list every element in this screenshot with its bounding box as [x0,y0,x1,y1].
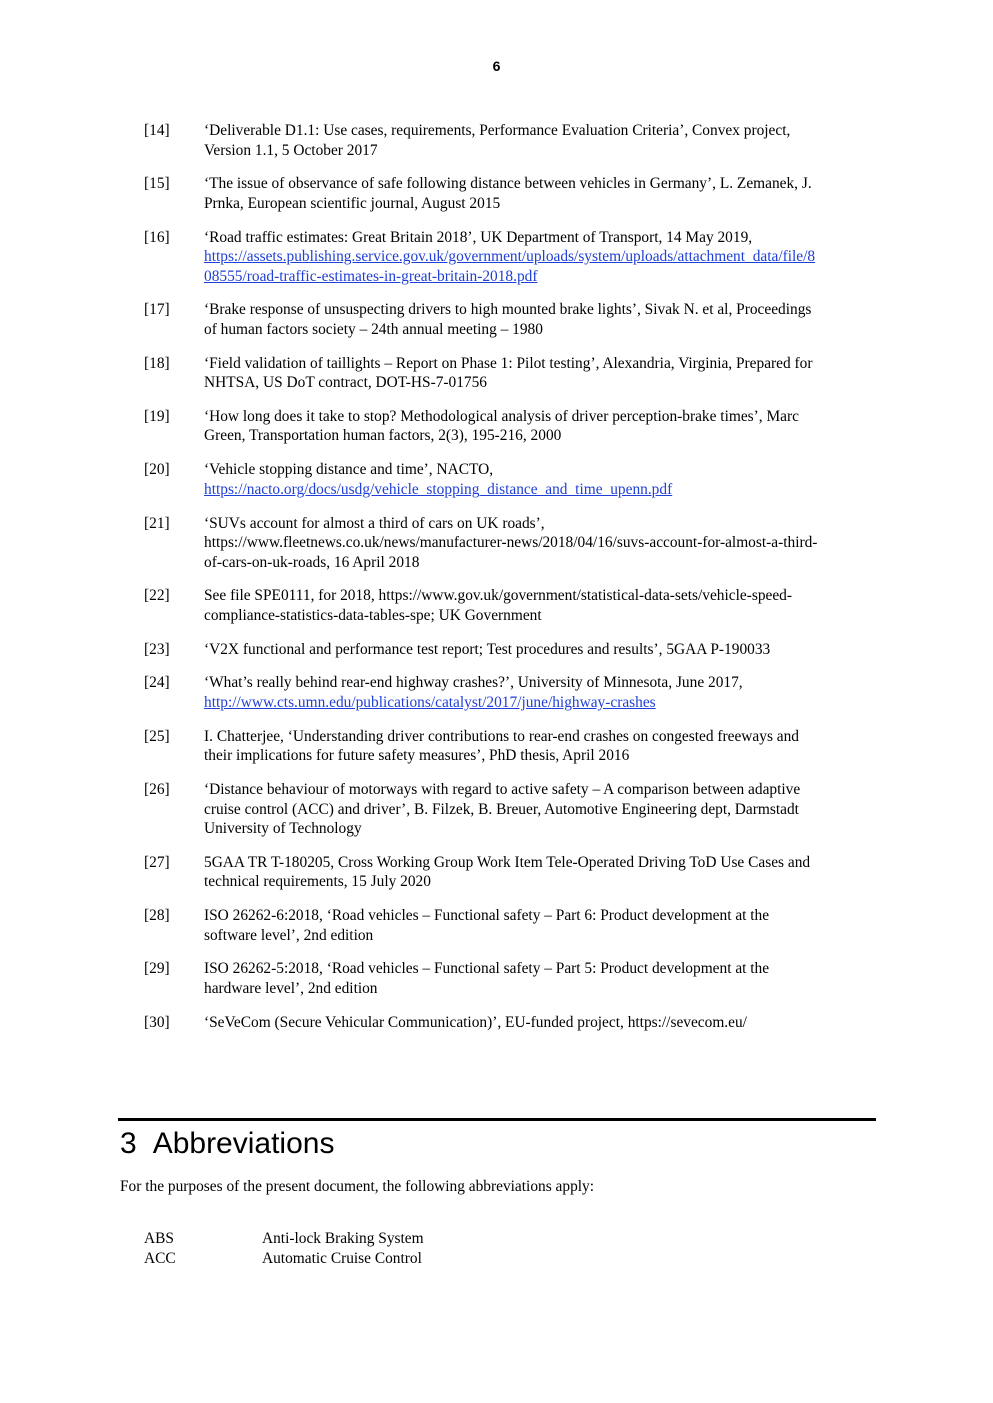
abbreviation-definition: Anti-lock Braking System [262,1230,424,1247]
reference-line: ‘SUVs account for almost a third of cars on UK roads’, [204,514,545,532]
reference-text [204,1013,884,1033]
reference-entry [144,514,884,573]
reference-link[interactable]: 08555/road-traffic-estimates-in-great-britain-2018.pdf [204,267,538,285]
reference-line: 5GAA TR T-180205, Cross Working Group Work Item Tele-Operated Driving ToD Use Cases and [204,853,811,871]
reference-line: ISO 26262-6:2018, ‘Road vehicles – Functional safety – Part 6: Product development at the [204,907,770,925]
abbreviation-term: ACC [144,1250,176,1267]
reference-number: [27] [144,853,170,871]
reference-entry [144,780,884,839]
reference-text [204,780,884,839]
reference-text [204,727,884,766]
reference-text [204,906,884,945]
reference-line: technical requirements, 15 July 2020 [204,873,431,891]
section-heading [120,1126,334,1162]
reference-line: ‘Road traffic estimates: Great Britain 2018’, UK Department of Transport, 14 May 2019, [204,228,753,246]
section-intro: For the purposes of the present document, the following abbreviations apply: [120,1178,595,1195]
reference-text [204,354,884,393]
reference-number: [19] [144,407,170,425]
reference-line: ‘What’s really behind rear-end highway crashes?’, University of Minnesota, June 2017, [204,674,743,692]
reference-text [204,121,884,160]
reference-number: [16] [144,228,170,246]
reference-text [204,853,884,892]
reference-text [204,959,884,998]
reference-line: cruise control (ACC) and driver’, B. Filzek, B. Breuer, Automotive Engineering dept, Darmstadt [204,800,799,818]
section-title: Abbreviations [152,1127,335,1160]
abbreviation-row [144,1249,424,1269]
section-number: 3 [120,1127,137,1160]
reference-line: See file SPE0111, for 2018, https://www.gov.uk/government/statistical-data-sets/vehicle-speed- [204,587,792,605]
reference-link[interactable]: http://www.cts.umn.edu/publications/catalyst/2017/june/highway-crashes [204,693,656,711]
reference-entry [144,906,884,945]
reference-entry [144,673,884,712]
reference-text [204,514,884,573]
reference-entry [144,640,884,660]
reference-line: Green, Transportation human factors, 2(3), 195-216, 2000 [204,427,562,445]
reference-text [204,460,884,499]
abbreviation-list [144,1229,424,1269]
reference-line: software level’, 2nd edition [204,926,374,944]
abbreviation-definition: Automatic Cruise Control [262,1250,422,1267]
reference-line: hardware level’, 2nd edition [204,979,378,997]
reference-number: [22] [144,587,170,605]
reference-line: of human factors society – 24th annual meeting – 1980 [204,320,543,338]
reference-number: [17] [144,301,170,319]
reference-list [144,121,884,1047]
reference-line: I. Chatterjee, ‘Understanding driver contributions to rear-end crashes on congested freeways and [204,727,800,745]
reference-number: [30] [144,1013,170,1031]
reference-entry [144,586,884,625]
reference-line: their implications for future safety measures’, PhD thesis, April 2016 [204,747,630,765]
reference-text [204,586,884,625]
reference-number: [25] [144,727,170,745]
reference-line: ‘V2X functional and performance test report; Test procedures and results’, 5GAA P-190033 [204,640,771,658]
reference-number: [18] [144,354,170,372]
reference-entry [144,1013,884,1033]
reference-line: ‘The issue of observance of safe following distance between vehicles in Germany’, L. Zemanek, J. [204,175,812,193]
reference-line: ‘SeVeCom (Secure Vehicular Communication)’, EU-funded project, https://sevecom.eu/ [204,1013,747,1031]
page-number: 6 [492,58,501,74]
reference-number: [26] [144,781,170,799]
reference-entry [144,228,884,287]
reference-line: ‘Distance behaviour of motorways with regard to active safety – A comparison between adaptive [204,781,801,799]
reference-number: [20] [144,461,170,479]
reference-line: https://www.fleetnews.co.uk/news/manufacturer-news/2018/04/16/suvs-account-for-almost-a-third- [204,534,818,552]
reference-entry [144,300,884,339]
reference-entry [144,121,884,160]
reference-line: NHTSA, US DoT contract, DOT-HS-7-01756 [204,374,487,392]
reference-number: [15] [144,175,170,193]
reference-entry [144,853,884,892]
reference-number: [14] [144,122,170,139]
reference-line: ‘Deliverable D1.1: Use cases, requirements, Performance Evaluation Criteria’, Convex project, [204,122,791,139]
reference-line: compliance-statistics-data-tables-spe; UK Government [204,606,542,624]
reference-entry [144,727,884,766]
reference-number: [28] [144,907,170,925]
reference-entry [144,460,884,499]
reference-number: [24] [144,674,170,692]
reference-line: ISO 26262-5:2018, ‘Road vehicles – Functional safety – Part 5: Product development at the [204,960,770,978]
reference-number: [21] [144,514,170,532]
abbreviation-row [144,1229,424,1249]
section-divider [118,1118,876,1121]
reference-line: Version 1.1, 5 October 2017 [204,141,378,159]
reference-line: ‘Vehicle stopping distance and time’, NACTO, [204,461,494,479]
reference-text [204,640,884,660]
reference-entry [144,354,884,393]
reference-line: of-cars-on-uk-roads, 16 April 2018 [204,553,420,571]
reference-link[interactable]: https://assets.publishing.service.gov.uk/government/uploads/system/uploads/attachment_data/file/8 [204,248,816,266]
reference-link[interactable]: https://nacto.org/docs/usdg/vehicle_stopping_distance_and_time_upenn.pdf [204,480,673,498]
reference-line: ‘Brake response of unsuspecting drivers to high mounted brake lights’, Sivak N. et al, Proceedings [204,301,812,319]
reference-number: [23] [144,640,170,658]
reference-entry [144,959,884,998]
reference-text [204,673,884,712]
reference-line: Prnka, European scientific journal, August 2015 [204,194,501,212]
reference-text [204,300,884,339]
reference-entry [144,407,884,446]
reference-entry [144,174,884,213]
reference-text [204,407,884,446]
reference-line: ‘How long does it take to stop? Methodological analysis of driver perception-brake times’, Marc [204,407,799,425]
abbreviation-term: ABS [144,1230,174,1247]
reference-number: [29] [144,960,170,978]
reference-text [204,174,884,213]
reference-line: ‘Field validation of taillights – Report on Phase 1: Pilot testing’, Alexandria, Virginia, Prepared for [204,354,813,372]
reference-text [204,228,884,287]
reference-line: University of Technology [204,820,362,838]
